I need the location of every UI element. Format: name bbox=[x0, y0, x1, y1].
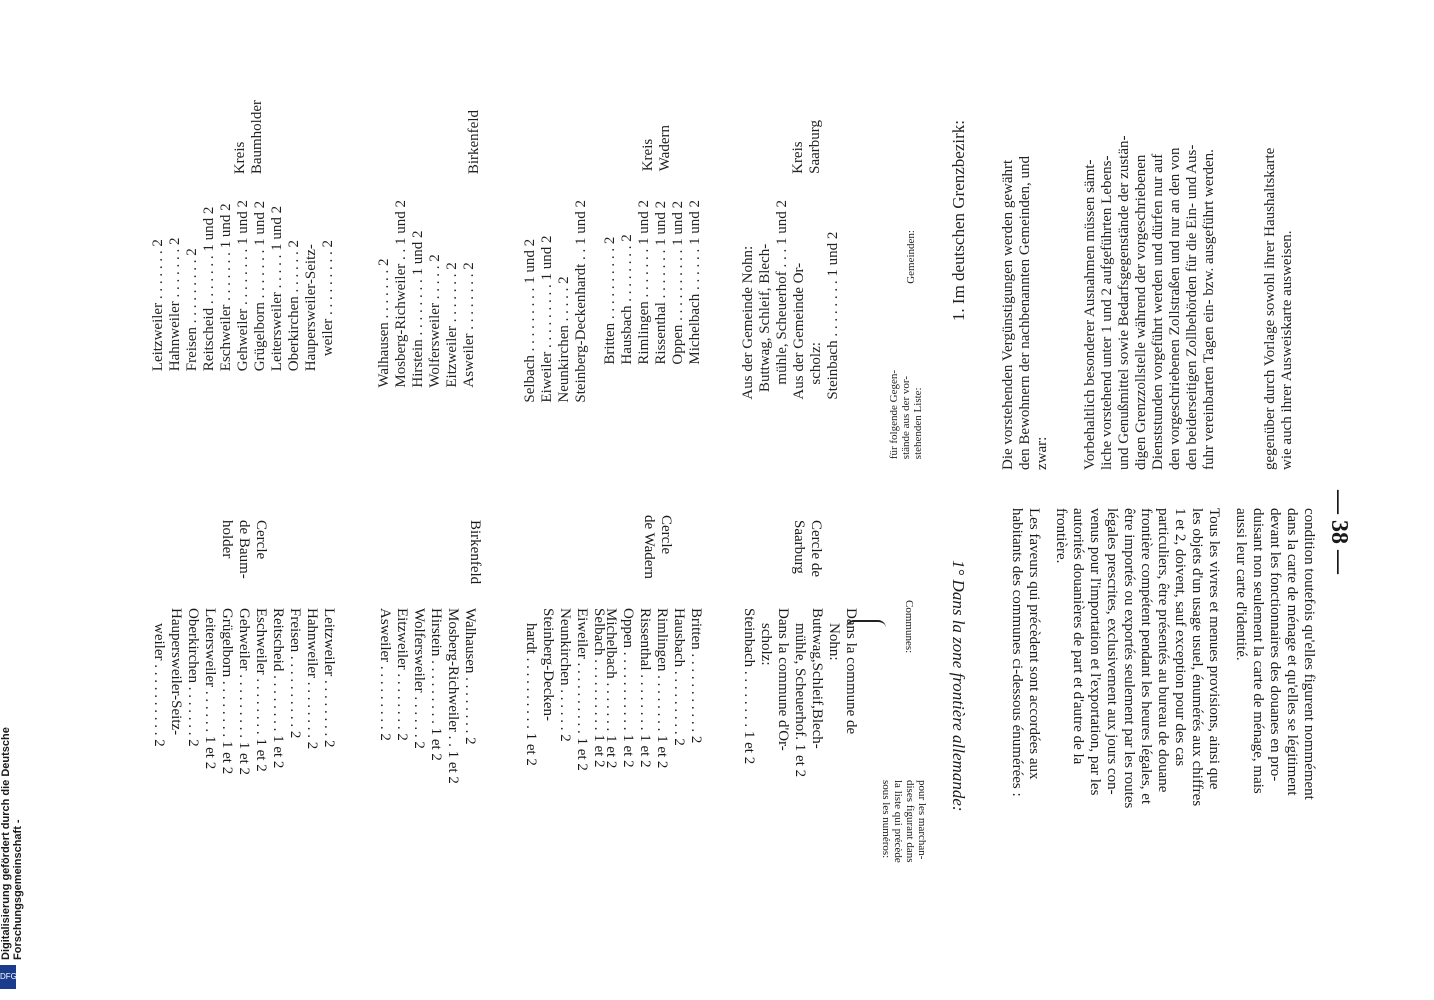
de-column-note: für folgende Gegen- stände aus der vor- stehenden Liste: bbox=[888, 370, 924, 460]
fr-paragraph-2: Tous les vivres et menues provisions, ainsi que les objets d'un usage usuel, énumérés aux chiffres 1 et 2, doivent, sauf exception pour des cas particuliers, être présentés au bureau de douane frontière compétent pendant les heures légales, et être importés ou exportés seulement par les routes légales prescrites, exclusivement aux jours con- venus pour l'importation et l'exportation, par les autorités douanières de part et d'autre de la frontière. bbox=[1053, 508, 1222, 809]
fr-birkenfeld-label: Birkenfeld bbox=[467, 520, 483, 585]
fr-wadern-label: Cercle de Wadern bbox=[641, 515, 674, 579]
de-paragraph-1: gegenüber durch Vorlage sowohl ihrer Haushaltskarte wie auch ihrer Ausweiskarte ausweisen. bbox=[1262, 147, 1295, 470]
fr-saarburg-list: Dans la commune de Nohn: Buttwag,Schleif,Blech- mühle, Scheuerhof. 1 et 2 Dans la commune d'Or- scholz: Steinbach . . . . . . . . 1 et 2 bbox=[741, 608, 859, 778]
de-saarburg-label: Kreis Saarburg bbox=[790, 120, 823, 174]
de-birkenfeld-label: Birkenfeld bbox=[466, 110, 482, 175]
fr-wadern-list: Britten . . . . . . . . . . . 2 Hausbach . . . . . . . . . 2 Rimlingen . . . . . . . . 1 et 2 Rissenthal . . . . . . . . 1 et 2 Oppen . . . . . . . . . . . 1 et 2 Michelbach . . . . . . . 1 et 2 bbox=[603, 608, 704, 769]
de-wadern-list-2: Selbach . . . . . . . . . 1 und 2 Eiweiler . . . . . . . . . 1 und 2 Neunkirchen . . . . . 2 Steinberg-Deckenhardt . . 1 und 2 bbox=[522, 200, 589, 403]
de-baumholder-label: Kreis Baumholder bbox=[232, 100, 265, 175]
de-heading: 1. Im deutschen Grenzbezirk: bbox=[949, 120, 968, 322]
fr-heading: 1° Dans la zone frontière allemande: bbox=[949, 560, 968, 812]
de-wadern-list: Britten . . . . . . . . . . 2 Hausbach . . . . . . . . 2 Rimlingen . . . . . . . 1 und 2 Rissenthal . . . . . . . 1 und 2 Oppen . . . . . . . . . . 1 und 2 Michelbach . . . . . . 1 und 2 bbox=[602, 200, 703, 365]
page-number: — 38 — bbox=[1326, 490, 1352, 574]
fr-column-note: pour les marchan- dises figurant dans la liste qui précède sous les numéros: bbox=[880, 780, 928, 863]
de-paragraph-3: Die vorstehenden Vergünstigungen werden gewährt den Bewohnern der nachbenannten Gemeinden, und zwar: bbox=[1000, 155, 1050, 470]
fr-paragraph-3: Les faveurs qui précèdent sont accordées aux habitants des communes ci-dessous énumérées : bbox=[1009, 508, 1042, 797]
fr-baumholder-list: Leitzweiler . . . . . . . . 2 Hahnweiler . . . . . . . . 2 Freisen . . . . . . . . . . 2 Reitscheid . . . . . . . . 1 et 2 Eschweiler . . . . . . . . 1 et 2 Gehweiler . . . . . . . . . 1 et 2 Grügelborn . . . . . . . . 1 et 2 Leitersweiler . . . . . . 1 et 2 Oberkirchen . . . . . . . 2 Haupersweiler-Seitz- weiler . . . . . . . . . . 2 bbox=[151, 608, 337, 776]
fr-saarburg-label: Cercle de Saarburg bbox=[791, 520, 824, 578]
de-birkenfeld-list: Walhausen . . . . . . . 2 Mosberg-Richweiler . . 1 und 2 Hirstein . . . . . . . . 1 und 2 Wolfersweiler . . . . . 2 Eitzweiler . . . . . . . 2 Asweiler . . . . . . . . 2 bbox=[376, 200, 477, 388]
fr-column-communes: Communes: bbox=[903, 600, 915, 654]
de-saarburg-list: Aus der Gemeinde Nohn: Buttwag, Schleif, Blech- mühle, Scheuerhof . . . 1 und 2 Aus der Gemeinde Or- scholz: Steinbach . . . . . . . . 1 und 2 bbox=[740, 200, 841, 400]
dfg-logo-text: DFG bbox=[0, 972, 17, 981]
dfg-logo bbox=[0, 965, 16, 989]
fr-wadern-list-2: Selbach . . . . . . . . . . 1 et 2 Eiweiler . . . . . . . . . . 1 et 2 Neunkirchen . . . . . . 2 Steinberg-Decken- hardt . . . . . . . . . . 1 et 2 bbox=[523, 608, 607, 771]
fr-baumholder-label: Cercle de Baum- holder bbox=[219, 520, 269, 579]
digitization-footer: Digitalisierung gefördert durch die Deutsche Forschungsgemeinschaft - bbox=[0, 727, 24, 960]
fr-paragraph-1: condition toutefois qu'elles figurent nommément dans la carte de ménage et qu'elles se légitiment devant les fonctionnaires des douanes en pro- duisant non seulement la carte de ménage, mais aussi leur carte d'identité. bbox=[1233, 508, 1317, 800]
de-wadern-label: Kreis Wadern bbox=[640, 125, 673, 172]
de-baumholder-list: Leitzweiler . . . . . . . 2 Hahnweiler . . . . . . . 2 Freisen . . . . . . . . . 2 Reitscheid . . . . . . . 1 und 2 Eschweiler . . . . . . . 1 und 2 Gehweiler . . . . . . . . 1 und 2 Grügelborn . . . . . . . 1 und 2 Leitersweiler . . . . . 1 und 2 Oberkirchen . . . . . . 2 Haupersweiler-Seitz- weiler . . . . . . . . . 2 bbox=[150, 200, 336, 372]
de-paragraph-2: Vorbehaltlich besonderer Ausnahmen müssen sämt- liche vorstehend unter 1 und 2 aufgeführten Lebens- und Genußmittel sowie Bedarfsgegenstände der zustän- digen Grenzzollstelle während der vorgeschriebenen Dienststunden vorgeführt werden und dürfen nur auf den vorgeschriebenen Zollstraßen und nur an den von den beiderseitigen Zollbehörden für die Ein- und Aus- fuhr vereinbarten Tagen ein- bzw. ausgeführt werden. bbox=[1082, 135, 1217, 470]
fr-birkenfeld-list: Walhausen . . . . . . . . 2 Mosberg-Richweiler . . 1 et 2 Hirstein . . . . . . . . . 1 et 2 Wolfersweiler . . . . . . 2 Eitzweiler . . . . . . . . 2 Asweiler . . . . . . . . . 2 bbox=[377, 608, 478, 784]
de-column-gemeinden: Gemeinden: bbox=[905, 230, 917, 284]
